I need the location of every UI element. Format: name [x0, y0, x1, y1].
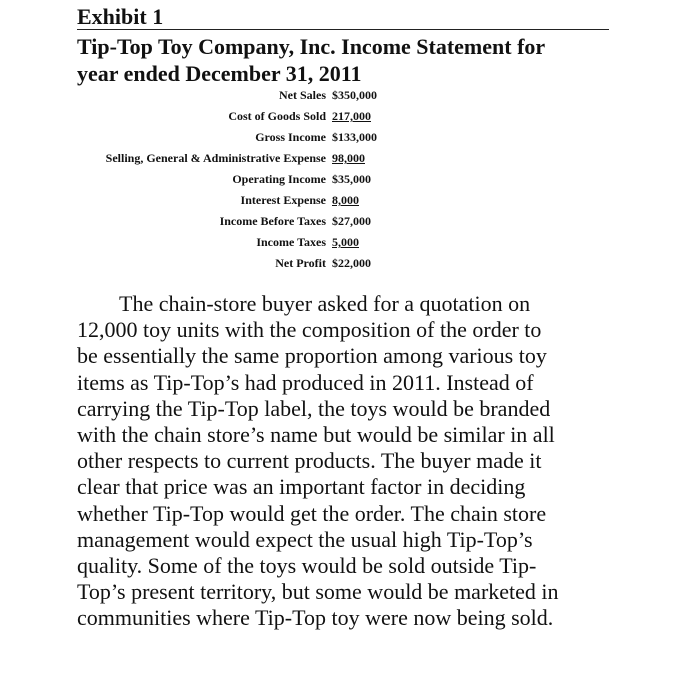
row-label: Income Before Taxes: [219, 214, 326, 228]
row-label: Net Sales: [279, 88, 326, 102]
row-label: Gross Income: [255, 130, 326, 144]
income-row-net-sales: [60, 85, 400, 106]
statement-title-line-1: Tip-Top Toy Company, Inc. Income Statement for: [77, 34, 546, 59]
income-row-interest-expense: [60, 190, 400, 211]
row-value: 5,000: [332, 235, 359, 249]
narrative-line: with the chain store’s name but would be similar in all: [77, 422, 555, 448]
narrative-line: Top’s present territory, but some would be marketed in: [77, 579, 559, 605]
row-label: Income Taxes: [256, 235, 326, 249]
row-value: $133,000: [332, 130, 377, 144]
row-value: $350,000: [332, 88, 377, 102]
row-value: $27,000: [332, 214, 371, 228]
row-label: Net Profit: [275, 256, 326, 270]
row-value: 217,000: [332, 109, 371, 123]
income-row-income-before-taxes: [60, 211, 400, 232]
row-label: Operating Income: [232, 172, 326, 186]
narrative-line: management would expect the usual high Tip-Top’s: [77, 526, 533, 552]
income-row-income-taxes: [60, 232, 400, 253]
narrative-line: communities where Tip-Top toy were now being sold.: [77, 605, 554, 631]
income-row-sga-expense: [60, 148, 400, 169]
row-value: $35,000: [332, 172, 371, 186]
income-row-operating-income: [60, 169, 400, 190]
exhibit-label: Exhibit 1: [77, 4, 164, 29]
row-label: Selling, General & Administrative Expense: [105, 151, 326, 165]
row-value: 98,000: [332, 151, 365, 165]
income-statement-table: [60, 85, 400, 274]
narrative-line: 12,000 toy units with the composition of the order to: [77, 317, 542, 343]
statement-title: [77, 33, 597, 87]
narrative-line: The chain-store buyer asked for a quotation on: [119, 291, 531, 316]
narrative-line: quality. Some of the toys would be sold outside Tip-: [77, 553, 537, 579]
income-row-net-profit: [60, 253, 400, 274]
statement-title-line-2: year ended December 31, 2011: [77, 61, 362, 86]
row-value: 8,000: [332, 193, 359, 207]
title-rule: [77, 29, 609, 30]
row-label: Interest Expense: [240, 193, 326, 207]
narrative-line: be essentially the same proportion among various toy: [77, 343, 547, 369]
narrative-line: carrying the Tip-Top label, the toys would be branded: [77, 395, 551, 421]
narrative-line: whether Tip-Top would get the order. The chain store: [77, 500, 547, 526]
narrative-line: clear that price was an important factor in deciding: [77, 474, 526, 500]
narrative-line: other respects to current products. The buyer made it: [77, 448, 542, 474]
narrative-line: items as Tip-Top’s had produced in 2011. Instead of: [77, 369, 534, 395]
income-row-cost-of-goods-sold: [60, 106, 400, 127]
income-row-gross-income: [60, 127, 400, 148]
row-label: Cost of Goods Sold: [228, 109, 326, 123]
row-value: $22,000: [332, 256, 371, 270]
narrative-paragraph: [77, 291, 617, 632]
